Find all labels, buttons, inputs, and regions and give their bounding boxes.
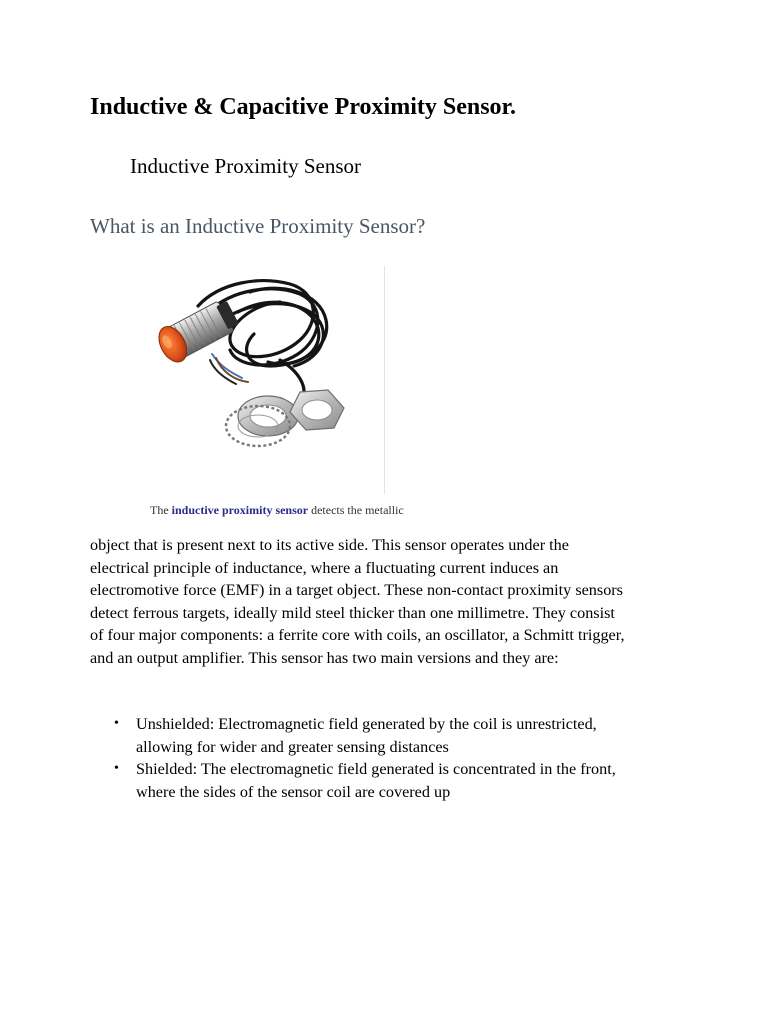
paragraph-line: object that is present next to its active side. This sensor operates under the <box>90 536 569 554</box>
paragraph-line: of four major components: a ferrite core with coils, an oscillator, a Schmitt trigger, <box>90 626 625 644</box>
proximity-sensor-photo <box>150 262 388 498</box>
paragraph-line: electrical principle of inductance, where a fluctuating current induces an <box>90 558 559 577</box>
section-question: What is an Inductive Proximity Sensor? <box>90 214 426 238</box>
list-item-text: Shielded: The electromagnetic field generated is concentrated in the front, <box>136 760 616 778</box>
sensor-versions-list <box>90 713 690 803</box>
list-item-text: where the sides of the sensor coil are covered up <box>136 782 451 801</box>
proximity-sensor-icon <box>150 262 388 498</box>
paragraph-line: detect ferrous targets, ideally mild steel thicker than one millimetre. They consist <box>90 603 615 622</box>
list-item-text: Unshielded: Electromagnetic field generated by the coil is unrestricted, <box>136 715 597 733</box>
inductive-proximity-sensor-link[interactable]: inductive proximity sensor <box>171 503 309 517</box>
section-heading: Inductive Proximity Sensor <box>130 154 361 178</box>
body-paragraph <box>90 534 690 669</box>
list-item-text: allowing for wider and greater sensing distances <box>136 737 449 756</box>
list-item <box>90 758 690 803</box>
paragraph-line: and an output amplifier. This sensor has two main versions and they are: <box>90 648 559 667</box>
bullet-icon: • <box>114 761 119 776</box>
document-title: Inductive & Capacitive Proximity Sensor. <box>90 94 516 120</box>
caption-prefix: The <box>150 503 172 517</box>
figure-border <box>384 266 385 494</box>
figure-caption <box>150 502 404 518</box>
paragraph-line: electromotive force (EMF) in a target object. These non-contact proximity sensors <box>90 581 623 599</box>
caption-suffix: detects the metallic <box>308 503 404 517</box>
list-item <box>90 713 690 758</box>
bullet-icon: • <box>114 716 119 731</box>
